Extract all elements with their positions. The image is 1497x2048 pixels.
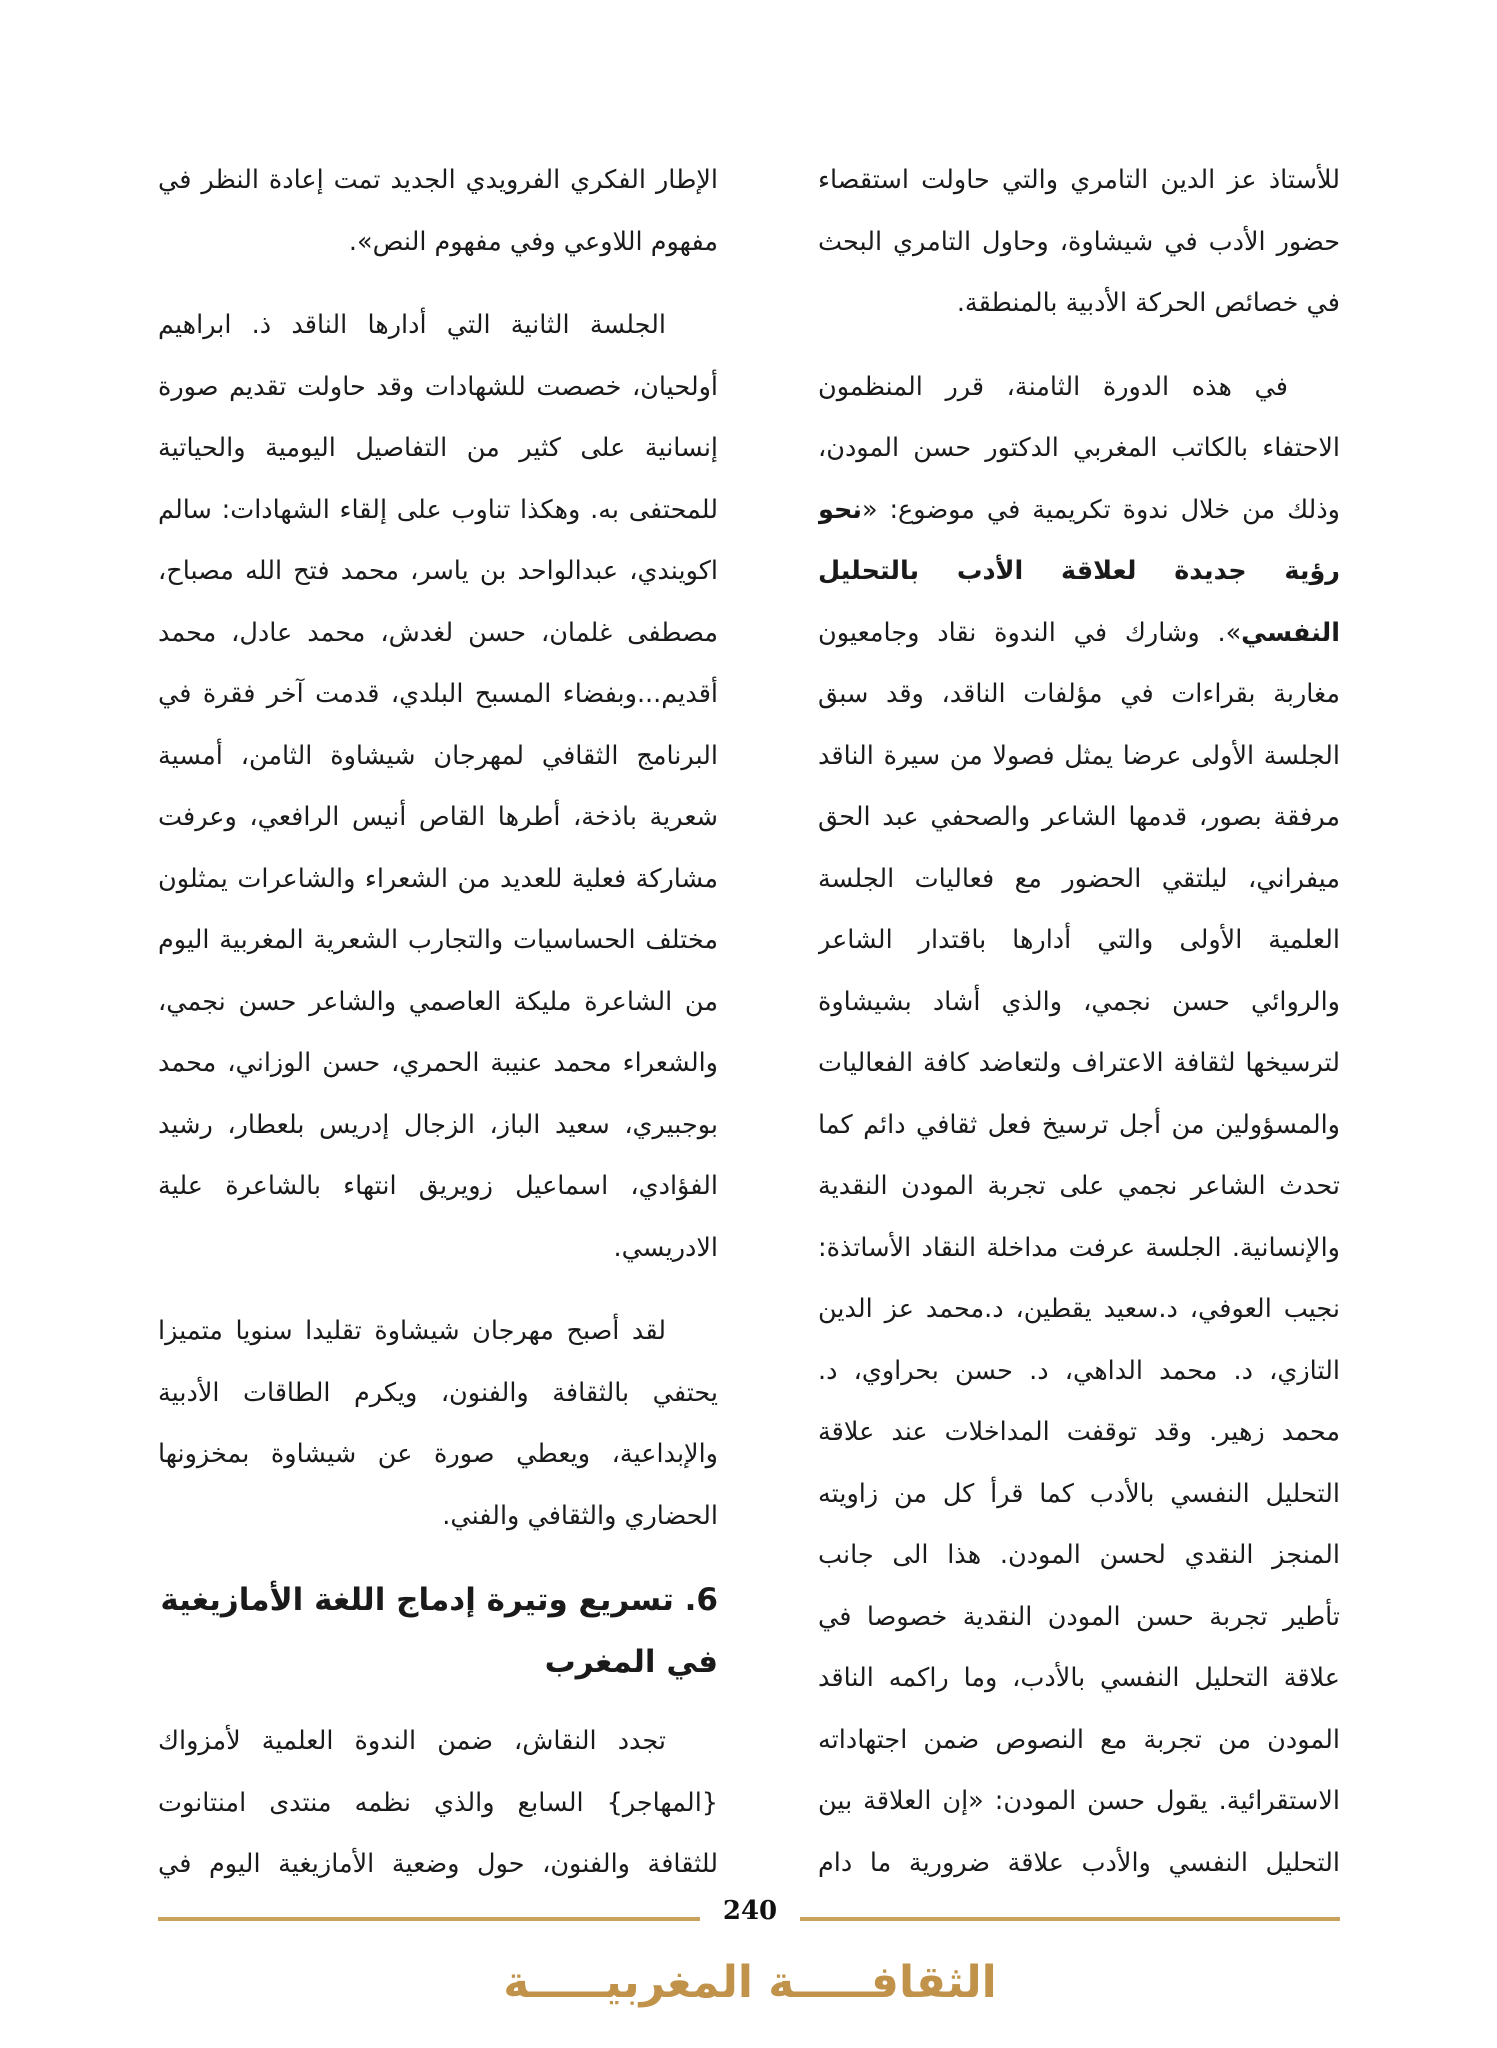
right-paragraph-2-start: في هذه الدورة الثامنة، قرر المنظمون الاحتفاء بالكاتب المغربي الدكتور حسن المودن، وذلك من خلال ندوة تكريمية في موضوع: « (818, 371, 1340, 525)
left-paragraph-3: لقد أصبح مهرجان شيشاوة تقليدا سنويا متميزا يحتفي بالثقافة والفنون، ويكرم الطاقات الأدبية والإبداعية، ويعطي صورة عن شيشاوة بمخزونها الحضاري والثقافي والفني. (158, 1316, 718, 1531)
right-paragraph-1: للأستاذ عز الدين التامري والتي حاولت استقصاء حضور الأدب في شيشاوة، وحاول التامري البحث في خصائص الحركة الأدبية بالمنطقة. (818, 165, 1340, 318)
right-column (818, 150, 1340, 1885)
section-heading: 6. تسريع وتيرة إدماج اللغة الأمازيغية في المغرب (160, 1582, 718, 1680)
page-number: 240 (700, 1894, 800, 1928)
right-paragraph-2-rest: ». وشارك في الندوة نقاد وجامعيون مغاربة بقراءات في مؤلفات الناقد، وقد سبق الجلسة الأولى عرضا يمثل فصولا من سيرة الناقد مرفقة بصور، قدمها الشاعر والصحفي عبد الحق ميفراني، ليلتقي الحضور مع فعاليات الجلسة العلمية الأولى والتي أدارها باقتدار الشاعر والروائي حسن نجمي، والذي أشاد بشيشاوة لترسيخها لثقافة الاعتراف ولتعاضد كافة الفعاليات والمسؤولين من أجل ترسيخ فعل ثقافي دائم كما تحدث الشاعر نجمي على تجربة المودن النقدية والإنسانية. الجلسة عرفت مداخلة النقاد الأساتذة: نجيب العوفي، د.سعيد يقطين، د.محمد عز الدين التازي، د. محمد الداهي، د. حسن بحراوي، د. محمد زهير. وقد توقفت المداخلات عند علاقة التحليل النفسي بالأدب كما قرأ كل من زاويته المنجز النقدي لحسن المودن. هذا الى جانب تأطير تجربة حسن المودن النقدية خصوصا في علاقة التحليل النفسي بالأدب، وما راكمه الناقد المودن من تجربة مع النصوص ضمن اجتهاداته الاستقرائية. يقول حسن المودن: «إن العلاقة بين التحليل النفسي والأدب علاقة ضرورية ما دام (818, 617, 1340, 1878)
left-column (158, 150, 718, 1885)
left-paragraph-2: الجلسة الثانية التي أدارها الناقد ذ. ابراهيم أولحيان، خصصت للشهادات وقد حاولت تقديم صورة إنسانية على كثير من التفاصيل اليومية والحياتية للمحتفى به. وهكذا تناوب على إلقاء الشهادات: سالم اكويندي، عبدالواحد بن ياسر، محمد فتح الله مصباح، مصطفى غلمان، حسن لغدش، محمد عادل، محمد أقديم...وبفضاء المسبح البلدي، قدمت آخر فقرة في البرنامج الثقافي لمهرجان شيشاوة الثامن، أمسية شعرية باذخة، أطرها القاص أنيس الرافعي، وعرفت مشاركة فعلية للعديد من الشعراء والشاعرات يمثلون مختلف الحساسيات والتجارب الشعرية المغربية اليوم من الشاعرة مليكة العاصمي والشاعر حسن نجمي، والشعراء محمد عنيبة الحمري، حسن الوزاني، محمد بوجبيري، سعيد الباز، الزجال إدريس بلعطار، رشيد الفؤادي، اسماعيل زويريق انتهاء بالشاعرة علية الادريسي. (158, 310, 718, 1263)
symposium-title: نحو رؤية جديدة لعلاقة الأدب بالتحليل النفسي (818, 494, 1340, 648)
left-paragraph-1: الإطار الفكري الفرويدي الجديد تمت إعادة النظر في مفهوم اللاوعي وفي مفهوم النص». (158, 165, 718, 257)
left-paragraph-4: تجدد النقاش، ضمن الندوة العلمية لأمزواك {المهاجر} السابع والذي نظمه منتدى امنتانوت للثقافة والفنون، حول وضعية الأمازيغية اليوم في (158, 1726, 718, 1879)
magazine-title-logo: الثقافـــــة المغربيـــــة (503, 1957, 997, 2008)
right-paragraph-2 (818, 357, 1340, 1886)
